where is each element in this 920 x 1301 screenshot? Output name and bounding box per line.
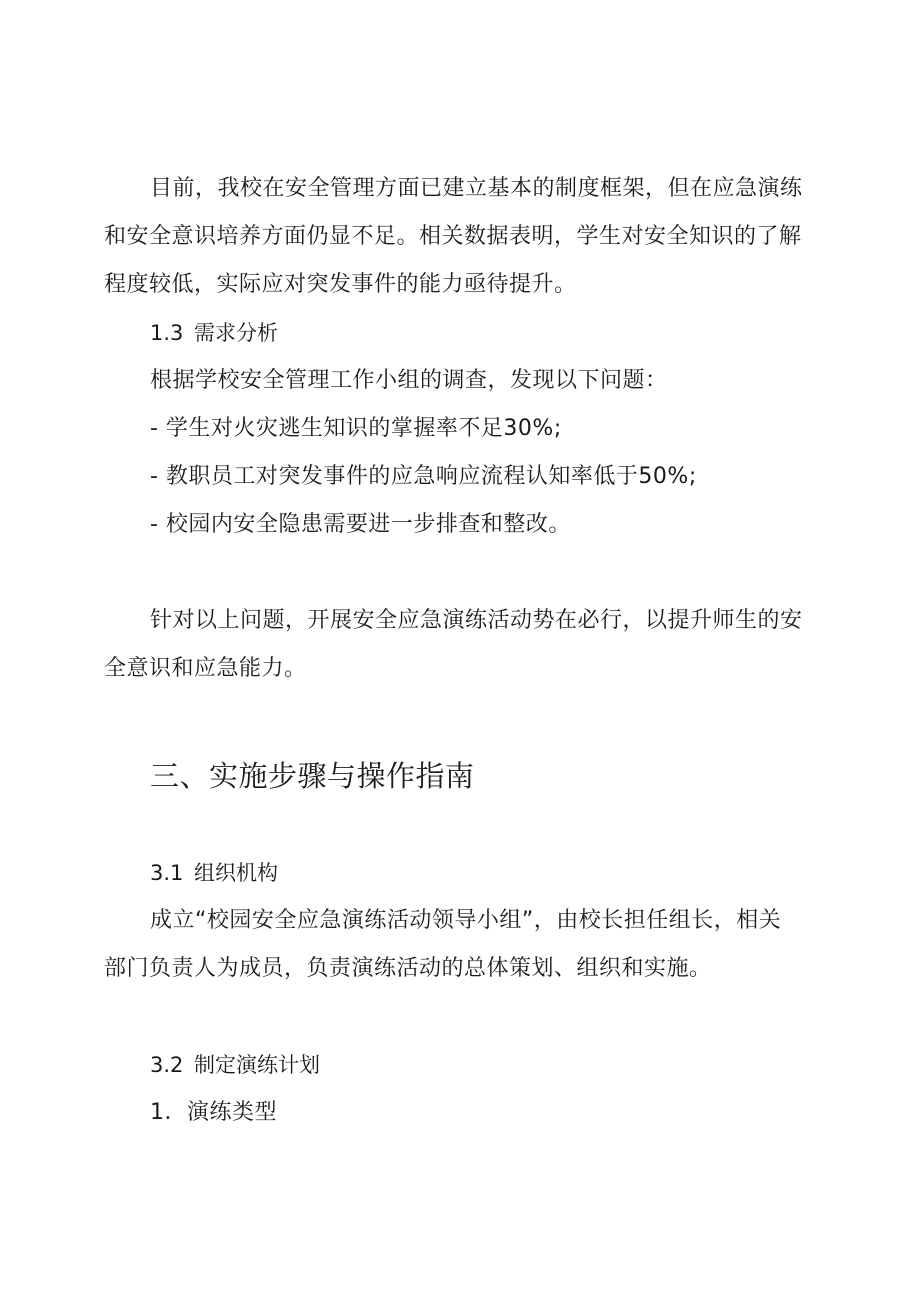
conclusion-line-2: 全意识和应急能力。 [104,656,307,681]
section-3-2-title: 制定演练计划 [194,1053,320,1077]
section-3-1-number: 3.1 [150,861,184,885]
paragraph-1-line-2: 和安全意识培养方面仍显不足。相关数据表明，学生对安全知识的了解 [104,224,802,249]
problem-item-3: - 校园内安全隐患需要进一步排查和整改。 [150,512,571,537]
section-3-1-title: 组织机构 [194,861,278,885]
chapter-3-title: 三、实施步骤与操作指南 [150,759,475,793]
item-1-heading: 1．演练类型 [150,1100,277,1125]
paragraph-1-line-3: 程度较低，实际应对突发事件的能力亟待提升。 [104,272,577,297]
problem-item-2: - 教职员工对突发事件的应急响应流程认知率低于50%; [150,464,697,489]
problem-item-1: - 学生对火灾逃生知识的掌握率不足30%; [150,416,562,441]
section-1-3-title: 需求分析 [194,321,278,345]
survey-intro: 根据学校安全管理工作小组的调查，发现以下问题： [150,368,668,393]
section-3-1-heading [150,858,278,888]
conclusion-line-1: 针对以上问题，开展安全应急演练活动势在必行，以提升师生的安 [150,608,803,633]
paragraph-1-line-1: 目前，我校在安全管理方面已建立基本的制度框架，但在应急演练 [150,176,803,201]
org-paragraph-line-1: 成立“校园安全应急演练活动领导小组”，由校长担任组长，相关 [150,908,782,933]
section-3-2-number: 3.2 [150,1053,184,1077]
section-3-2-heading [150,1050,320,1080]
org-paragraph-line-2: 部门负责人为成员，负责演练活动的总体策划、组织和实施。 [104,956,712,981]
section-1-3-heading [150,318,278,348]
section-1-3-number: 1.3 [150,321,184,345]
